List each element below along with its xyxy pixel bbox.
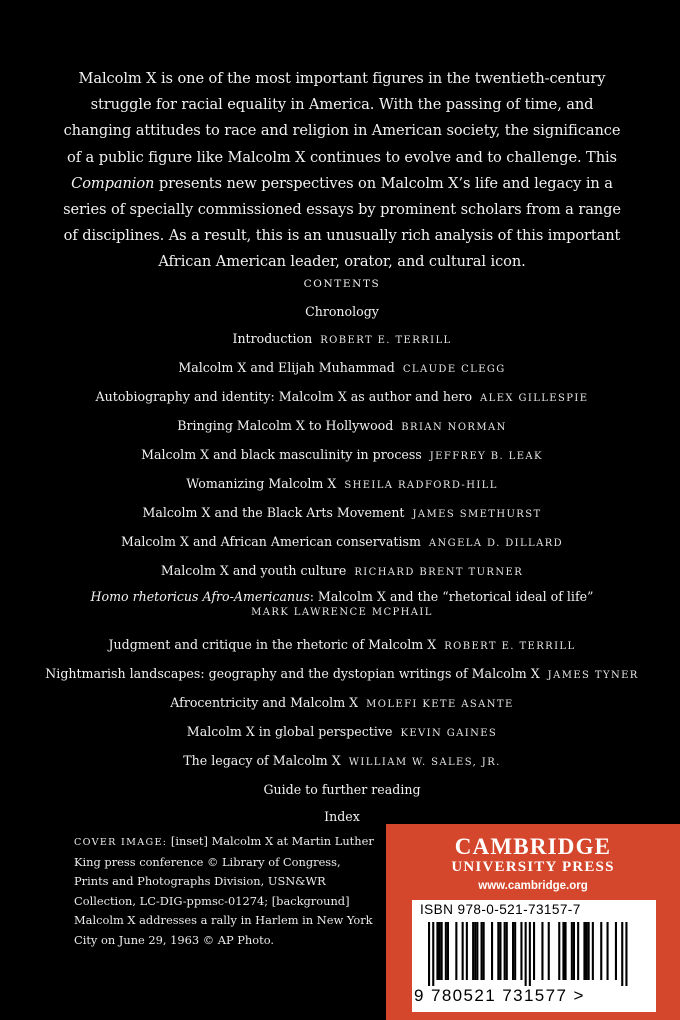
contents-entry bbox=[40, 383, 644, 412]
barcode-bar bbox=[497, 922, 499, 980]
entry-title: Chronology bbox=[305, 304, 379, 319]
barcode-bar bbox=[512, 922, 514, 980]
barcode-bar bbox=[548, 922, 550, 980]
barcode-label bbox=[412, 900, 656, 1012]
entry-author: SHEILA RADFORD-HILL bbox=[344, 480, 498, 491]
publisher-logo bbox=[386, 834, 680, 876]
barcode-bar bbox=[462, 922, 464, 980]
barcode-bar bbox=[529, 922, 531, 986]
contents-entry bbox=[40, 776, 644, 803]
barcode-bar bbox=[625, 922, 627, 986]
barcode-icon bbox=[428, 922, 640, 986]
entry-author: MARK LAWRENCE MCPHAIL bbox=[251, 607, 433, 618]
isbn-text: ISBN 978-0-521-73157-7 bbox=[420, 902, 581, 917]
contents-entries bbox=[40, 298, 644, 830]
contents-entry bbox=[40, 441, 644, 470]
entry-title: Malcolm X and black masculinity in process bbox=[141, 447, 422, 462]
barcode-bar bbox=[588, 922, 590, 980]
entry-author: ALEX GILLESPIE bbox=[480, 393, 589, 404]
entry-title: : Malcolm X and the “rhetorical ideal of life” bbox=[309, 589, 594, 604]
entry-title: Malcolm X and African American conservatism bbox=[120, 534, 421, 549]
contents-entry bbox=[40, 528, 644, 557]
barcode-bar bbox=[476, 922, 478, 980]
entry-title: Introduction bbox=[232, 331, 313, 346]
entry-title: Womanizing Malcolm X bbox=[186, 476, 337, 491]
barcode-bar bbox=[525, 922, 527, 986]
credit-label: COVER IMAGE: bbox=[74, 837, 168, 848]
contents-heading: CONTENTS bbox=[303, 278, 381, 290]
barcode-bar bbox=[447, 922, 449, 980]
barcode-bar bbox=[439, 922, 441, 980]
entry-title: Afrocentricity and Malcolm X bbox=[170, 695, 359, 710]
contents-entry bbox=[40, 325, 644, 354]
entry-title: Index bbox=[324, 809, 360, 824]
entry-title: Autobiography and identity: Malcolm X as author and hero bbox=[95, 389, 473, 404]
entry-author: JAMES SMETHURST bbox=[412, 509, 542, 520]
entry-title: Malcolm X and the Black Arts Movement bbox=[142, 505, 405, 520]
contents-entry bbox=[40, 557, 644, 586]
barcode-bar bbox=[541, 922, 543, 980]
entry-title: Malcolm X in global perspective bbox=[186, 724, 393, 739]
barcode-bar bbox=[592, 922, 594, 980]
entry-author: WILLIAM W. SALES, JR. bbox=[348, 757, 501, 768]
blurb-text-1: Malcolm X is one of the most important figures in the twentieth-century struggle for racial equality in America. With the passing of time, and changing attitudes to race and religion in American society, the significance of a public figure like Malcolm X continues to evolve and to challenge. This bbox=[63, 70, 621, 166]
entry-title: Malcolm X and Elijah Muhammad bbox=[178, 360, 395, 375]
publisher-name-line1: CAMBRIDGE bbox=[454, 834, 612, 859]
cover-image-credit bbox=[74, 832, 374, 951]
entry-title: Nightmarish landscapes: geography and the dystopian writings of Malcolm X bbox=[45, 666, 540, 681]
entry-title: Guide to further reading bbox=[263, 782, 421, 797]
entry-title: Bringing Malcolm X to Hollywood bbox=[177, 418, 394, 433]
barcode-bar bbox=[520, 922, 522, 980]
contents-entry bbox=[40, 412, 644, 441]
barcode-bar bbox=[583, 922, 585, 980]
barcode-bar bbox=[586, 922, 588, 980]
publisher-url: www.cambridge.org bbox=[478, 880, 588, 892]
publisher-block bbox=[386, 824, 680, 1020]
barcode-bar bbox=[474, 922, 476, 980]
barcode-bar bbox=[428, 922, 430, 986]
entry-author: CLAUDE CLEGG bbox=[402, 364, 506, 375]
barcode-bar bbox=[504, 922, 506, 980]
barcode-bar bbox=[506, 922, 508, 980]
barcode-bar bbox=[436, 922, 438, 980]
contents-entry bbox=[40, 354, 644, 383]
barcode-bar bbox=[571, 922, 573, 980]
contents-entry bbox=[40, 631, 644, 660]
contents-entry bbox=[40, 499, 644, 528]
contents-entry bbox=[40, 689, 644, 718]
barcode-bar bbox=[483, 922, 485, 980]
blurb-italic-title: Companion bbox=[71, 174, 155, 192]
contents-entry bbox=[40, 660, 644, 689]
barcode-bar bbox=[600, 922, 602, 980]
barcode-bar bbox=[533, 922, 535, 980]
barcode-digits: 9 780521 731577 > bbox=[414, 986, 585, 1005]
entry-author: ROBERT E. TERRILL bbox=[320, 335, 452, 346]
barcode-bar bbox=[565, 922, 567, 980]
contents-entry bbox=[40, 718, 644, 747]
entry-author: ANGELA D. DILLARD bbox=[428, 538, 564, 549]
barcode-bar bbox=[441, 922, 443, 980]
barcode-bar bbox=[466, 922, 468, 980]
contents-entry bbox=[40, 586, 644, 631]
entry-author: RICHARD BRENT TURNER bbox=[354, 567, 524, 578]
barcode-bar bbox=[499, 922, 501, 980]
barcode-bar bbox=[472, 922, 474, 980]
barcode-bar bbox=[607, 922, 609, 980]
barcode-bar bbox=[514, 922, 516, 980]
back-cover-blurb bbox=[62, 66, 622, 276]
entry-author: MOLEFI KETE ASANTE bbox=[366, 699, 514, 710]
barcode-bar bbox=[481, 922, 483, 980]
barcode-bar bbox=[573, 922, 575, 980]
entry-title: Judgment and critique in the rhetoric of Malcolm X bbox=[108, 637, 437, 652]
barcode-bar bbox=[491, 922, 493, 980]
entry-author: JEFFREY B. LEAK bbox=[429, 451, 543, 462]
blurb-text-2: presents new perspectives on Malcolm X’s life and legacy in a series of specially commissioned essays by prominent scholars from a range of disciplines. As a result, this is an unusually rich analysis of this important African American leader, orator, and cultural icon. bbox=[63, 174, 621, 271]
barcode-bar bbox=[562, 922, 564, 980]
entry-title: The legacy of Malcolm X bbox=[183, 753, 341, 768]
barcode-bar bbox=[558, 922, 560, 980]
entry-title-italic: Homo rhetoricus Afro-Americanus bbox=[90, 589, 310, 604]
entry-author: ROBERT E. TERRILL bbox=[444, 641, 576, 652]
barcode-bar bbox=[455, 922, 457, 980]
contents-entry bbox=[40, 298, 644, 325]
contents-entry bbox=[40, 470, 644, 499]
blurb-paragraph bbox=[62, 66, 622, 276]
barcode-bar bbox=[432, 922, 434, 986]
entry-author: JAMES TYNER bbox=[547, 670, 639, 681]
publisher-name-line2: UNIVERSITY PRESS bbox=[451, 859, 615, 875]
contents-list bbox=[40, 272, 644, 830]
entry-author: BRIAN NORMAN bbox=[401, 422, 507, 433]
barcode-bar bbox=[615, 922, 617, 980]
entry-author: KEVIN GAINES bbox=[400, 728, 498, 739]
barcode-bar bbox=[577, 922, 579, 980]
barcode-bar bbox=[621, 922, 623, 986]
contents-entry bbox=[40, 747, 644, 776]
barcode-bar bbox=[445, 922, 447, 980]
credit-text: [inset] Malcolm X at Martin Luther King press conference © Library of Congress, Prints and Photographs Division, USN&WR Collection, LC-DIG-ppmsc-01274; [background] Malcolm X addresses a rally in Harlem in New York City on June 29, 1963 © AP Photo. bbox=[74, 834, 374, 947]
entry-title: Malcolm X and youth culture bbox=[160, 563, 347, 578]
